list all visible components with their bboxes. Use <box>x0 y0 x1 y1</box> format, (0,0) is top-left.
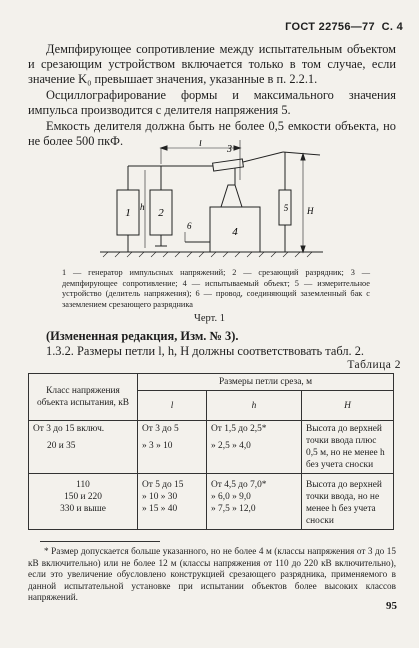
cell-l: От 3 до 5 <box>142 424 179 434</box>
header-loop-size: Размеры петли среза, м <box>138 374 394 391</box>
page-ref: С. 4 <box>381 21 403 33</box>
circuit-diagram <box>95 140 335 265</box>
table-title: Таблица 2 <box>347 359 401 371</box>
cell-class: 110 <box>76 480 90 490</box>
paragraph-oscillography: Осциллографирование формы и максимального значения импульса производится с делителя напряжения 5. <box>28 88 396 117</box>
label-3: 3 <box>227 144 232 155</box>
header-l: l <box>138 391 207 421</box>
cell-l: » 3 » 10 <box>142 441 173 451</box>
clause-1-3-2: 1.3.2. Размеры петли l, h, H должны соответствовать табл. 2. <box>46 344 365 358</box>
cell-H: Высота до верхней точки ввода, но не менее h без учета сноски <box>302 474 394 530</box>
label-4: 4 <box>232 226 238 238</box>
figure-legend: 1 — генератор импульсных напряжений; 2 — срезающий разрядник; 3 — демпфирующее сопротивление; 4 — испытываемый объект; 5 — измерительное устройство (делитель напряжения); 6 — провод, соединяющий заземленный бак с заземлением срезающего разрядника <box>62 268 370 309</box>
label-6: 6 <box>187 221 192 231</box>
label-2: 2 <box>158 207 164 219</box>
label-h: h <box>140 202 145 212</box>
cell-l: » 10 » 30 <box>142 492 178 502</box>
revision-note: (Измененная редакция, Изм. № 3). <box>46 329 239 343</box>
paragraph-capacitance: Емкость делителя должна быть не более 0,5 емкости объекта, но не более 500 пкФ. <box>28 119 396 148</box>
cell-h: От 1,5 до 2,5* <box>211 424 267 434</box>
cell-h: » 2,5 » 4,0 <box>211 441 251 451</box>
figure-caption: Черт. 1 <box>194 313 225 324</box>
cell-class: От 3 до 15 включ. <box>33 424 105 434</box>
cell-h: » 6,0 » 9,0 <box>211 492 251 502</box>
footnote: * Размер допускается больше указанного, но не более 4 м (классы напряжения от 3 до 15 кВ включительно) или не более 12 м (классы напряжения от 110 до 220 кВ включительно), если это увеличение обусловлено конструкцией срезающего разрядника, применяемого в данной испытательной установке при испытании объектов более высоких классов напряжений. <box>28 546 396 602</box>
cell-class: 150 и 220 <box>64 492 102 502</box>
header-voltage-class: Класс напряжения объекта испытания, кВ <box>29 374 138 421</box>
cell-H: Высота до верхней точки ввода плюс 0,5 м, но не менее h без учета сноски <box>302 421 394 474</box>
label-1: 1 <box>125 207 131 219</box>
standard-number: ГОСТ 22756—77 <box>285 21 375 33</box>
table-row <box>29 421 394 474</box>
header-h: h <box>207 391 302 421</box>
label-l: l <box>199 140 202 149</box>
cell-class: 330 и выше <box>60 504 106 514</box>
damping-resistor <box>213 159 244 171</box>
page-number: 95 <box>386 600 397 612</box>
dimensions-table <box>28 373 394 530</box>
label-H: H <box>307 206 314 216</box>
table-row <box>29 474 394 530</box>
label-5: 5 <box>283 203 289 213</box>
cell-h: » 7,5 » 12,0 <box>211 504 256 514</box>
cell-l: » 15 » 40 <box>142 504 178 514</box>
header-H: H <box>302 391 394 421</box>
footnote-divider <box>40 541 160 542</box>
cell-class: 20 и 35 <box>47 441 76 451</box>
paragraph-damping: Демпфирующее сопротивление между испытательным объектом и срезающим устройством включается только в том случае, если значение K₀ превышает значения, указанные в п. 2.2.1. <box>28 42 396 86</box>
cell-l: От 5 до 15 <box>142 480 184 490</box>
cell-h: От 4,5 до 7,0* <box>211 480 267 490</box>
page-header <box>285 21 403 33</box>
